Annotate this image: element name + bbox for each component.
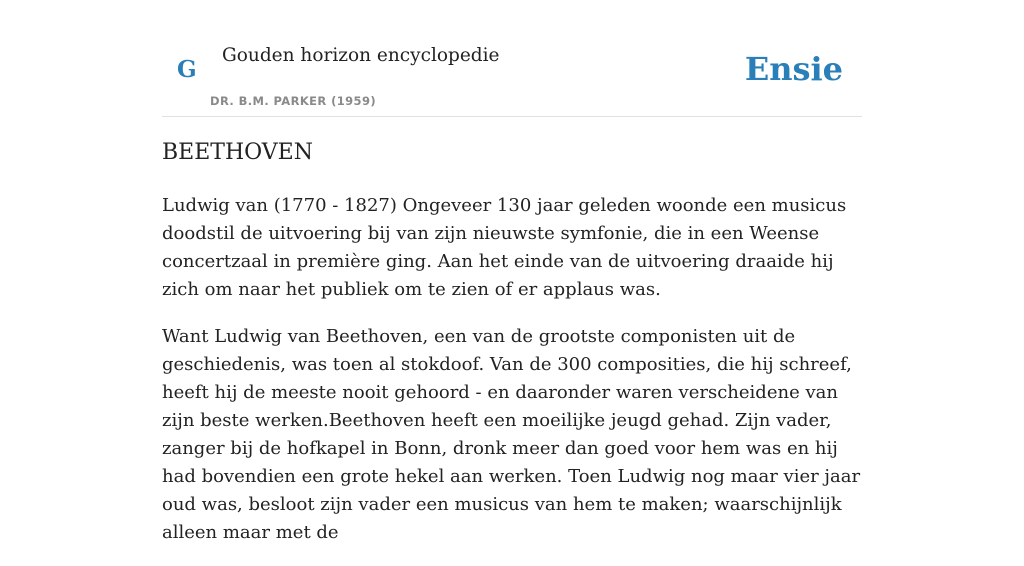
source-author: DR. B.M. PARKER (1959) bbox=[210, 94, 377, 108]
header bbox=[162, 0, 862, 117]
source-title[interactable]: Gouden horizon encyclopedie bbox=[222, 45, 500, 66]
article-body bbox=[162, 192, 862, 566]
source-logo[interactable]: G bbox=[177, 56, 197, 83]
ensie-logo[interactable]: Ensie bbox=[744, 50, 843, 88]
article-paragraph: Want Ludwig van Beethoven, een van de grootste componisten uit de geschiedenis, was toen al stokdoof. Van de 300 composities, die hij schreef, heeft hij de meeste nooit gehoord - en daaronder waren verscheidene van zijn beste werken.Beethoven heeft een moeilijke jeugd gehad. Zijn vader, zanger bij de hofkapel in Bonn, dronk meer dan goed voor hem was en hij had bovendien een grote hekel aan werken. Toen Ludwig nog maar vier jaar oud was, besloot zijn vader een musicus van hem te maken; waarschijnlijk alleen maar met de bbox=[162, 326, 861, 543]
article-title: BEETHOVEN bbox=[162, 140, 313, 165]
article-paragraph: Ludwig van (1770 - 1827) Ongeveer 130 jaar geleden woonde een musicus doodstil de uitvoering bij van zijn nieuwste symfonie, die in een Weense concertzaal in première ging. Aan het einde van de uitvoering draaide hij zich om naar het publiek om te zien of er applaus was. bbox=[162, 195, 847, 300]
